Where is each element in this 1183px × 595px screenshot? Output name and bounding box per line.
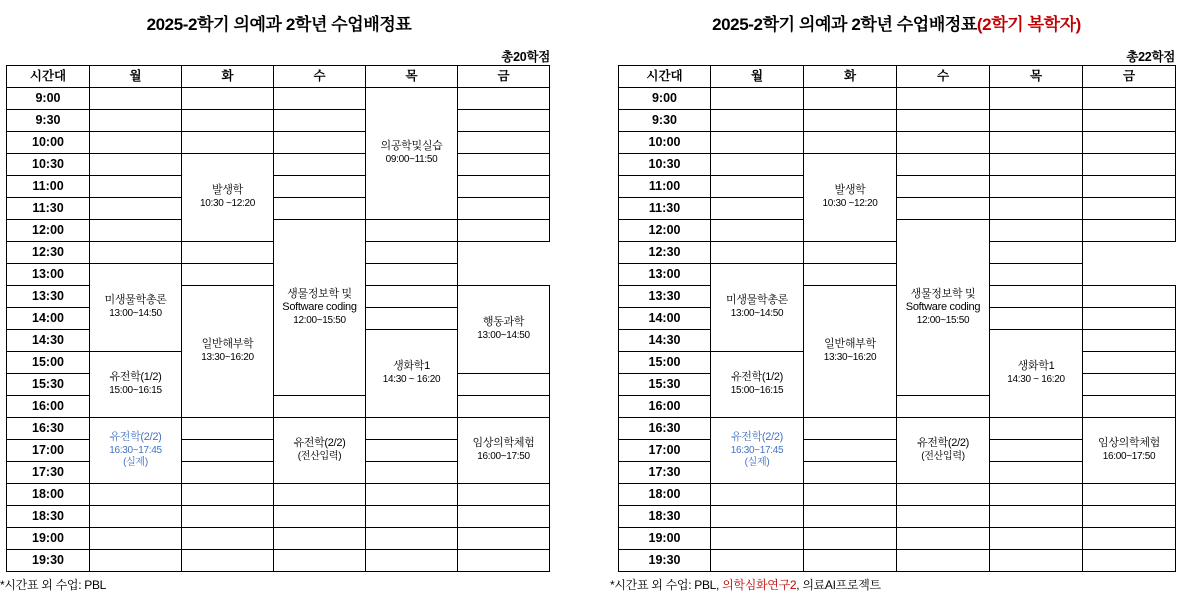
cell-mon	[711, 242, 804, 264]
cell-fri	[458, 506, 550, 528]
right-footnote-tail: , 의료AI프로젝트	[796, 578, 881, 592]
cell-wed	[274, 154, 366, 176]
course-name: 유전학(2/2)	[916, 437, 970, 450]
time-label: 17:00	[7, 440, 90, 462]
table-header-row	[7, 66, 550, 88]
cell-fri	[1083, 88, 1176, 110]
cell-tue	[804, 110, 897, 132]
course-name-line2: Software coding	[905, 301, 981, 314]
time-label: 15:30	[7, 374, 90, 396]
course-time: 13:30~16:20	[823, 352, 877, 364]
time-label: 11:00	[7, 176, 90, 198]
cell-wed	[1083, 396, 1176, 418]
course-bioinformatics-software-coding	[897, 220, 990, 396]
cell-tue	[804, 418, 897, 440]
left-footnote	[0, 576, 558, 593]
course-name: 발생학	[834, 184, 866, 197]
cell-thu	[366, 220, 458, 242]
time-label: 11:30	[619, 198, 711, 220]
left-page-title	[0, 10, 558, 35]
panel-separator	[558, 0, 610, 595]
cell-fri	[458, 220, 550, 242]
course-note: (전산입력)	[921, 451, 965, 463]
cell-fri	[458, 550, 550, 572]
time-label: 16:30	[7, 418, 90, 440]
cell-mon	[711, 132, 804, 154]
cell-fri	[1083, 176, 1176, 198]
cell-wed	[274, 550, 366, 572]
table-row	[7, 396, 550, 418]
cell-fri	[458, 374, 550, 396]
time-label: 15:00	[619, 352, 711, 374]
cell-thu	[990, 110, 1083, 132]
cell-fri	[1083, 484, 1176, 506]
cell-thu	[804, 264, 897, 286]
cell-wed	[274, 110, 366, 132]
cell-wed	[897, 528, 990, 550]
cell-thu	[366, 550, 458, 572]
cell-thu	[990, 88, 1083, 110]
course-microbiology	[711, 264, 804, 352]
table-row	[7, 176, 550, 198]
cell-fri	[1083, 220, 1176, 242]
course-time: 14:30 ~ 16:20	[1007, 374, 1065, 386]
cell-thu	[366, 462, 458, 484]
right-footnote-text: *시간표 외 수업: PBL,	[610, 578, 723, 592]
course-time: 16:30~17:45	[109, 444, 162, 456]
cell-fri	[1083, 550, 1176, 572]
cell-thu	[990, 484, 1083, 506]
cell-thu	[182, 264, 274, 286]
cell-mon	[90, 550, 182, 572]
left-footnote-text: *시간표 외 수업: PBL	[0, 578, 107, 592]
time-label: 18:30	[7, 506, 90, 528]
cell-fri	[990, 264, 1083, 286]
cell-thu	[990, 132, 1083, 154]
right-timetable	[618, 65, 1176, 572]
course-time: 15:00~16:15	[109, 385, 162, 397]
time-label: 15:30	[619, 374, 711, 396]
cell-tue	[804, 550, 897, 572]
right-footnote	[610, 576, 1183, 593]
time-label: 14:30	[7, 330, 90, 352]
course-behavioral-science	[458, 286, 550, 374]
header-wed: 수	[897, 66, 990, 88]
cell-thu	[366, 308, 458, 330]
time-label: 19:00	[7, 528, 90, 550]
right-timetable-panel	[610, 0, 1183, 595]
course-name: 유전학(1/2)	[109, 371, 162, 384]
right-title-text: 2025-2학기 의예과 2학년 수업배정표	[712, 15, 977, 34]
cell-mon	[711, 220, 804, 242]
course-time: 13:00~14:50	[730, 308, 784, 320]
cell-mon	[90, 528, 182, 550]
cell-fri	[1083, 528, 1176, 550]
left-title-text: 2025-2학기 의예과 2학년 수업배정표	[146, 15, 412, 34]
cell-fri	[1083, 308, 1176, 330]
table-row	[619, 198, 1176, 220]
cell-tue	[182, 418, 274, 440]
cell-tue	[804, 88, 897, 110]
cell-tue	[182, 440, 274, 462]
cell-tue	[182, 110, 274, 132]
time-label: 9:00	[7, 88, 90, 110]
time-label: 9:30	[7, 110, 90, 132]
left-credit-row	[0, 45, 558, 65]
course-note: (실제)	[744, 457, 770, 469]
cell-thu	[182, 242, 274, 264]
time-label: 10:30	[619, 154, 711, 176]
cell-mon	[90, 176, 182, 198]
cell-fri	[1083, 374, 1176, 396]
cell-mon	[711, 506, 804, 528]
course-general-anatomy	[182, 286, 274, 418]
table-row	[7, 528, 550, 550]
cell-mon	[711, 484, 804, 506]
time-label: 13:30	[7, 286, 90, 308]
cell-wed	[897, 154, 990, 176]
cell-wed	[897, 198, 990, 220]
table-row	[619, 484, 1176, 506]
left-timetable-panel	[0, 0, 558, 595]
cell-tue	[897, 396, 990, 418]
cell-tue	[804, 132, 897, 154]
time-label: 17:30	[7, 462, 90, 484]
course-biomedical-engineering	[366, 88, 458, 220]
cell-thu	[990, 528, 1083, 550]
cell-fri	[1083, 286, 1176, 308]
course-name: 미생물학총론	[726, 294, 788, 307]
cell-thu	[990, 198, 1083, 220]
time-label: 12:30	[619, 242, 711, 264]
course-genetics-part2-entry	[897, 418, 990, 484]
header-mon: 월	[90, 66, 182, 88]
cell-thu	[366, 286, 458, 308]
course-biochemistry-1	[366, 330, 458, 418]
cell-tue	[804, 528, 897, 550]
course-time: 16:00~17:50	[1102, 451, 1156, 463]
time-label: 19:00	[619, 528, 711, 550]
cell-tue	[274, 396, 366, 418]
course-clinical-experience	[1083, 418, 1176, 484]
course-genetics-part1	[90, 352, 182, 418]
cell-thu	[366, 528, 458, 550]
table-row	[619, 506, 1176, 528]
course-time: 12:00~15:50	[916, 315, 970, 326]
course-name: 생화학1	[1017, 360, 1055, 373]
course-time: 13:30~16:20	[201, 352, 254, 364]
cell-fri	[458, 484, 550, 506]
cell-thu	[990, 220, 1083, 242]
time-label: 18:00	[619, 484, 711, 506]
time-label: 9:30	[619, 110, 711, 132]
cell-wed	[458, 396, 550, 418]
course-name: 임상의학체험	[1098, 437, 1160, 450]
time-label: 9:00	[619, 88, 711, 110]
course-name: 유전학(2/2)	[730, 431, 784, 444]
right-title-accent: (2학기 복학자)	[976, 15, 1081, 34]
time-label: 19:30	[7, 550, 90, 572]
cell-fri	[1083, 198, 1176, 220]
course-name: 유전학(2/2)	[293, 437, 346, 450]
time-label: 17:00	[619, 440, 711, 462]
header-thu: 목	[366, 66, 458, 88]
cell-mon	[711, 110, 804, 132]
cell-thu	[990, 286, 1083, 308]
course-genetics-part2-actual	[711, 418, 804, 484]
time-label: 17:30	[619, 462, 711, 484]
time-label: 14:00	[7, 308, 90, 330]
cell-thu	[990, 176, 1083, 198]
cell-mon	[90, 220, 182, 242]
cell-wed	[897, 506, 990, 528]
table-row	[619, 528, 1176, 550]
time-label: 12:00	[619, 220, 711, 242]
time-label: 19:30	[619, 550, 711, 572]
time-label: 10:30	[7, 154, 90, 176]
course-genetics-part2-actual	[90, 418, 182, 484]
table-row	[7, 198, 550, 220]
course-name-line2: Software coding	[282, 301, 357, 314]
cell-wed	[274, 198, 366, 220]
time-label: 11:30	[7, 198, 90, 220]
table-row	[7, 132, 550, 154]
cell-fri	[458, 110, 550, 132]
cell-fri	[458, 528, 550, 550]
time-label: 11:00	[619, 176, 711, 198]
course-genetics-part1	[711, 352, 804, 418]
cell-wed	[274, 176, 366, 198]
cell-fri	[1083, 132, 1176, 154]
cell-thu	[366, 418, 458, 440]
table-header-row	[619, 66, 1176, 88]
table-row	[7, 550, 550, 572]
cell-fri	[1083, 330, 1176, 352]
cell-mon	[90, 154, 182, 176]
header-tue: 화	[804, 66, 897, 88]
cell-fri	[990, 242, 1083, 264]
cell-fri	[1083, 506, 1176, 528]
cell-fri	[366, 264, 458, 286]
course-time: 10:30 ~12:20	[199, 198, 256, 210]
table-row	[619, 88, 1176, 110]
time-label: 13:00	[7, 264, 90, 286]
course-name: 일반해부학	[201, 338, 254, 351]
left-total-credits: 총20학점	[501, 50, 550, 64]
time-label: 13:00	[619, 264, 711, 286]
time-label: 14:00	[619, 308, 711, 330]
table-row	[619, 396, 1176, 418]
time-label: 16:00	[619, 396, 711, 418]
course-biochemistry-1	[990, 330, 1083, 418]
cell-mon	[711, 88, 804, 110]
course-name: 임상의학체험	[472, 437, 535, 450]
cell-mon	[711, 550, 804, 572]
time-label: 14:30	[619, 330, 711, 352]
right-total-credits: 총22학점	[1126, 50, 1175, 64]
cell-wed	[274, 528, 366, 550]
cell-tue	[804, 462, 897, 484]
right-credit-row	[610, 45, 1183, 65]
table-row	[7, 506, 550, 528]
table-row	[619, 132, 1176, 154]
course-bioinformatics-software-coding	[274, 220, 366, 396]
course-name: 일반해부학	[824, 338, 876, 351]
cell-mon	[90, 484, 182, 506]
cell-tue	[182, 132, 274, 154]
course-name-line1: 생물정보학 및	[287, 287, 352, 300]
cell-tue	[804, 506, 897, 528]
course-developmental-biology	[804, 154, 897, 242]
cell-fri	[1083, 110, 1176, 132]
course-time: 14:30 ~ 16:20	[382, 374, 441, 386]
cell-tue	[182, 88, 274, 110]
course-name: 미생물학총론	[104, 294, 167, 307]
cell-fri	[458, 88, 550, 110]
course-time: 09:00~11:50	[385, 154, 438, 166]
cell-thu	[990, 462, 1083, 484]
cell-mon	[90, 88, 182, 110]
cell-tue	[182, 550, 274, 572]
course-time: 12:00~15:50	[293, 315, 346, 326]
course-time: 15:00~16:15	[730, 385, 784, 397]
course-name: 유전학(1/2)	[730, 371, 784, 384]
header-fri: 금	[1083, 66, 1176, 88]
table-row	[619, 110, 1176, 132]
time-label: 18:30	[619, 506, 711, 528]
time-label: 18:00	[7, 484, 90, 506]
course-name: 발생학	[212, 184, 243, 197]
time-label: 16:00	[7, 396, 90, 418]
header-fri: 금	[458, 66, 550, 88]
cell-fri	[458, 198, 550, 220]
course-name: 유전학(2/2)	[109, 431, 162, 444]
cell-mon	[90, 132, 182, 154]
course-time: 13:00~14:50	[109, 308, 162, 320]
table-row	[7, 484, 550, 506]
course-clinical-experience	[458, 418, 550, 484]
time-label: 12:30	[7, 242, 90, 264]
table-row	[619, 176, 1176, 198]
time-label: 10:00	[7, 132, 90, 154]
cell-mon	[90, 198, 182, 220]
course-time: 13:00~14:50	[477, 330, 530, 342]
cell-tue	[182, 462, 274, 484]
course-general-anatomy	[804, 286, 897, 418]
cell-wed	[274, 506, 366, 528]
time-label: 10:00	[619, 132, 711, 154]
cell-wed	[897, 110, 990, 132]
cell-mon	[711, 176, 804, 198]
cell-mon	[90, 110, 182, 132]
course-name: 생화학1	[393, 360, 430, 373]
header-mon: 월	[711, 66, 804, 88]
cell-thu	[990, 440, 1083, 462]
cell-thu	[366, 484, 458, 506]
time-label: 15:00	[7, 352, 90, 374]
course-note: (실제)	[123, 457, 148, 469]
table-row	[619, 154, 1176, 176]
cell-fri	[366, 242, 458, 264]
cell-mon	[711, 528, 804, 550]
cell-thu	[990, 506, 1083, 528]
cell-fri	[458, 176, 550, 198]
right-footnote-highlight: 의학심화연구2	[722, 578, 797, 592]
course-microbiology	[90, 264, 182, 352]
course-time: 10:30 ~12:20	[822, 198, 878, 210]
course-developmental-biology	[182, 154, 274, 242]
course-time: 16:00~17:50	[477, 451, 530, 463]
table-row	[7, 110, 550, 132]
cell-fri	[458, 154, 550, 176]
cell-thu	[366, 440, 458, 462]
cell-wed	[897, 132, 990, 154]
cell-tue	[182, 506, 274, 528]
table-row	[7, 418, 550, 440]
course-name-line1: 생물정보학 및	[910, 287, 976, 300]
cell-thu	[990, 308, 1083, 330]
cell-tue	[182, 528, 274, 550]
cell-fri	[458, 132, 550, 154]
cell-tue	[804, 484, 897, 506]
header-time: 시간대	[7, 66, 90, 88]
cell-tue	[804, 440, 897, 462]
course-genetics-part2-entry	[274, 418, 366, 484]
table-row	[619, 418, 1176, 440]
cell-fri	[1083, 352, 1176, 374]
cell-thu	[366, 506, 458, 528]
course-name: 의공학및실습	[380, 140, 443, 153]
time-label: 13:30	[619, 286, 711, 308]
cell-thu	[990, 418, 1083, 440]
table-row	[7, 220, 550, 242]
cell-wed	[274, 88, 366, 110]
right-page-title	[610, 10, 1183, 35]
cell-thu	[990, 154, 1083, 176]
cell-wed	[274, 484, 366, 506]
table-row	[7, 154, 550, 176]
course-time: 16:30~17:45	[730, 444, 784, 456]
cell-wed	[897, 550, 990, 572]
table-row	[7, 88, 550, 110]
header-wed: 수	[274, 66, 366, 88]
course-note: (전산입력)	[297, 451, 342, 463]
table-row	[619, 550, 1176, 572]
header-tue: 화	[182, 66, 274, 88]
cell-thu	[804, 242, 897, 264]
left-timetable	[6, 65, 550, 572]
cell-mon	[711, 154, 804, 176]
time-label: 16:30	[619, 418, 711, 440]
cell-wed	[897, 484, 990, 506]
cell-mon	[711, 198, 804, 220]
cell-wed	[897, 88, 990, 110]
cell-mon	[90, 242, 182, 264]
cell-tue	[182, 484, 274, 506]
time-label: 12:00	[7, 220, 90, 242]
table-row	[619, 220, 1176, 242]
cell-mon	[90, 506, 182, 528]
cell-thu	[990, 550, 1083, 572]
header-thu: 목	[990, 66, 1083, 88]
cell-wed	[897, 176, 990, 198]
header-time: 시간대	[619, 66, 711, 88]
cell-fri	[1083, 154, 1176, 176]
cell-wed	[274, 132, 366, 154]
course-name: 행동과학	[482, 316, 525, 329]
